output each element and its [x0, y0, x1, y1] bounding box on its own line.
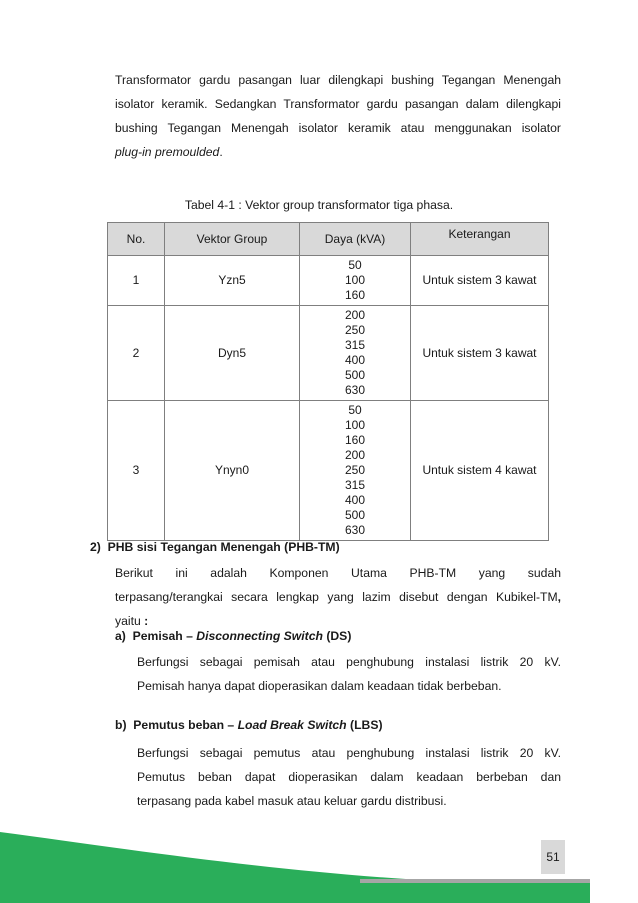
table-caption: Tabel 4-1 : Vektor group transformator tiga phasa. — [184, 198, 454, 212]
header-daya: Daya (kVA) — [300, 223, 411, 256]
header-vektor-group: Vektor Group — [165, 223, 300, 256]
daya-value: 100 — [344, 418, 366, 432]
cell-daya — [300, 306, 411, 401]
section-2-line-3-colon: : — [140, 614, 149, 628]
intro-line-2: isolator keramik. Sedangkan Transformator gardu pasangan dalam dilengkapi — [115, 97, 561, 111]
daya-value: 100 — [344, 273, 366, 287]
item-a-bold-1: Pemisah – — [132, 629, 197, 643]
daya-value: 500 — [344, 508, 366, 522]
daya-value: 160 — [344, 288, 366, 302]
item-b-bold-italic: Load Break Switch — [237, 718, 347, 732]
item-b-line-3: terpasang pada kabel masuk atau keluar gardu distribusi. — [137, 794, 447, 808]
section-2-line-1: Berikut ini adalah Komponen Utama PHB-TM yang sudah — [115, 566, 561, 580]
daya-value: 50 — [348, 258, 362, 272]
cell-no: 1 — [108, 256, 165, 306]
item-b-bold-1: Pemutus beban – — [133, 718, 238, 732]
cell-keterangan: Untuk sistem 3 kawat — [411, 306, 549, 401]
item-b-line-1: Berfungsi sebagai pemutus atau penghubung instalasi listrik 20 kV. — [137, 746, 561, 760]
cell-daya — [300, 401, 411, 541]
section-2-line-2 — [115, 585, 561, 609]
cell-keterangan: Untuk sistem 4 kawat — [411, 401, 549, 541]
intro-line-4-end: . — [219, 145, 223, 159]
cell-keterangan: Untuk sistem 3 kawat — [411, 256, 549, 306]
item-a-label: a) — [115, 629, 133, 643]
intro-line-1: Transformator gardu pasangan luar dilengkapi bushing Tegangan Menengah — [115, 73, 561, 87]
item-b-bold-2: (LBS) — [346, 718, 383, 732]
table-row — [108, 401, 549, 541]
cell-no: 2 — [108, 306, 165, 401]
daya-value: 500 — [344, 368, 366, 382]
intro-italic-term: plug-in premoulded — [115, 145, 220, 159]
page-number: 51 — [541, 840, 565, 874]
intro-paragraph — [115, 68, 561, 164]
daya-value: 200 — [344, 308, 366, 322]
item-b-label: b) — [115, 718, 134, 732]
intro-line-4 — [115, 140, 561, 164]
item-a-bold-italic: Disconnecting Switch — [196, 629, 323, 643]
table-row — [108, 306, 549, 401]
daya-value: 630 — [344, 523, 366, 537]
item-a-paragraph — [137, 650, 561, 698]
daya-value: 315 — [344, 478, 366, 492]
item-b-line-2: Pemutus beban dapat dioperasikan dalam keadaan berbeban dan — [137, 770, 561, 784]
cell-group: Dyn5 — [165, 306, 300, 401]
footer-green-band — [0, 832, 590, 903]
cell-group: Ynyn0 — [165, 401, 300, 541]
daya-value: 315 — [344, 338, 366, 352]
section-2-line-3-text: yaitu — [115, 614, 141, 628]
item-a-bold-2: (DS) — [322, 629, 352, 643]
daya-value: 160 — [344, 433, 366, 447]
section-2-paragraph — [115, 561, 561, 633]
cell-daya — [300, 256, 411, 306]
item-a-line-2: Pemisah hanya dapat dioperasikan dalam keadaan tidak berbeban. — [137, 679, 502, 693]
daya-value: 630 — [344, 383, 366, 397]
daya-value: 250 — [344, 323, 366, 337]
vektor-group-table — [107, 222, 549, 541]
item-a-line-1: Berfungsi sebagai pemisah atau penghubung instalasi listrik 20 kV. — [137, 655, 561, 669]
daya-value: 400 — [344, 493, 366, 507]
item-b-paragraph — [137, 741, 561, 813]
section-2-heading: 2) PHB sisi Tegangan Menengah (PHB-TM) — [90, 540, 340, 554]
cell-group: Yzn5 — [165, 256, 300, 306]
daya-value: 50 — [348, 403, 362, 417]
table-header-row — [108, 223, 549, 256]
header-no: No. — [108, 223, 165, 256]
daya-value: 200 — [344, 448, 366, 462]
intro-line-3: bushing Tegangan Menengah isolator keramik atau menggunakan isolator — [115, 121, 561, 135]
section-2-line-2-text: terpasang/terangkai secara lengkap yang lazim disebut dengan Kubikel-TM — [115, 590, 558, 604]
cell-no: 3 — [108, 401, 165, 541]
footer-gray-line — [360, 879, 590, 883]
header-keterangan: Keterangan — [411, 223, 549, 256]
item-a-heading — [115, 629, 351, 643]
daya-value: 400 — [344, 353, 366, 367]
daya-value: 250 — [344, 463, 366, 477]
table-row — [108, 256, 549, 306]
section-2-line-2-comma: , — [557, 590, 561, 604]
item-b-heading — [115, 718, 383, 732]
